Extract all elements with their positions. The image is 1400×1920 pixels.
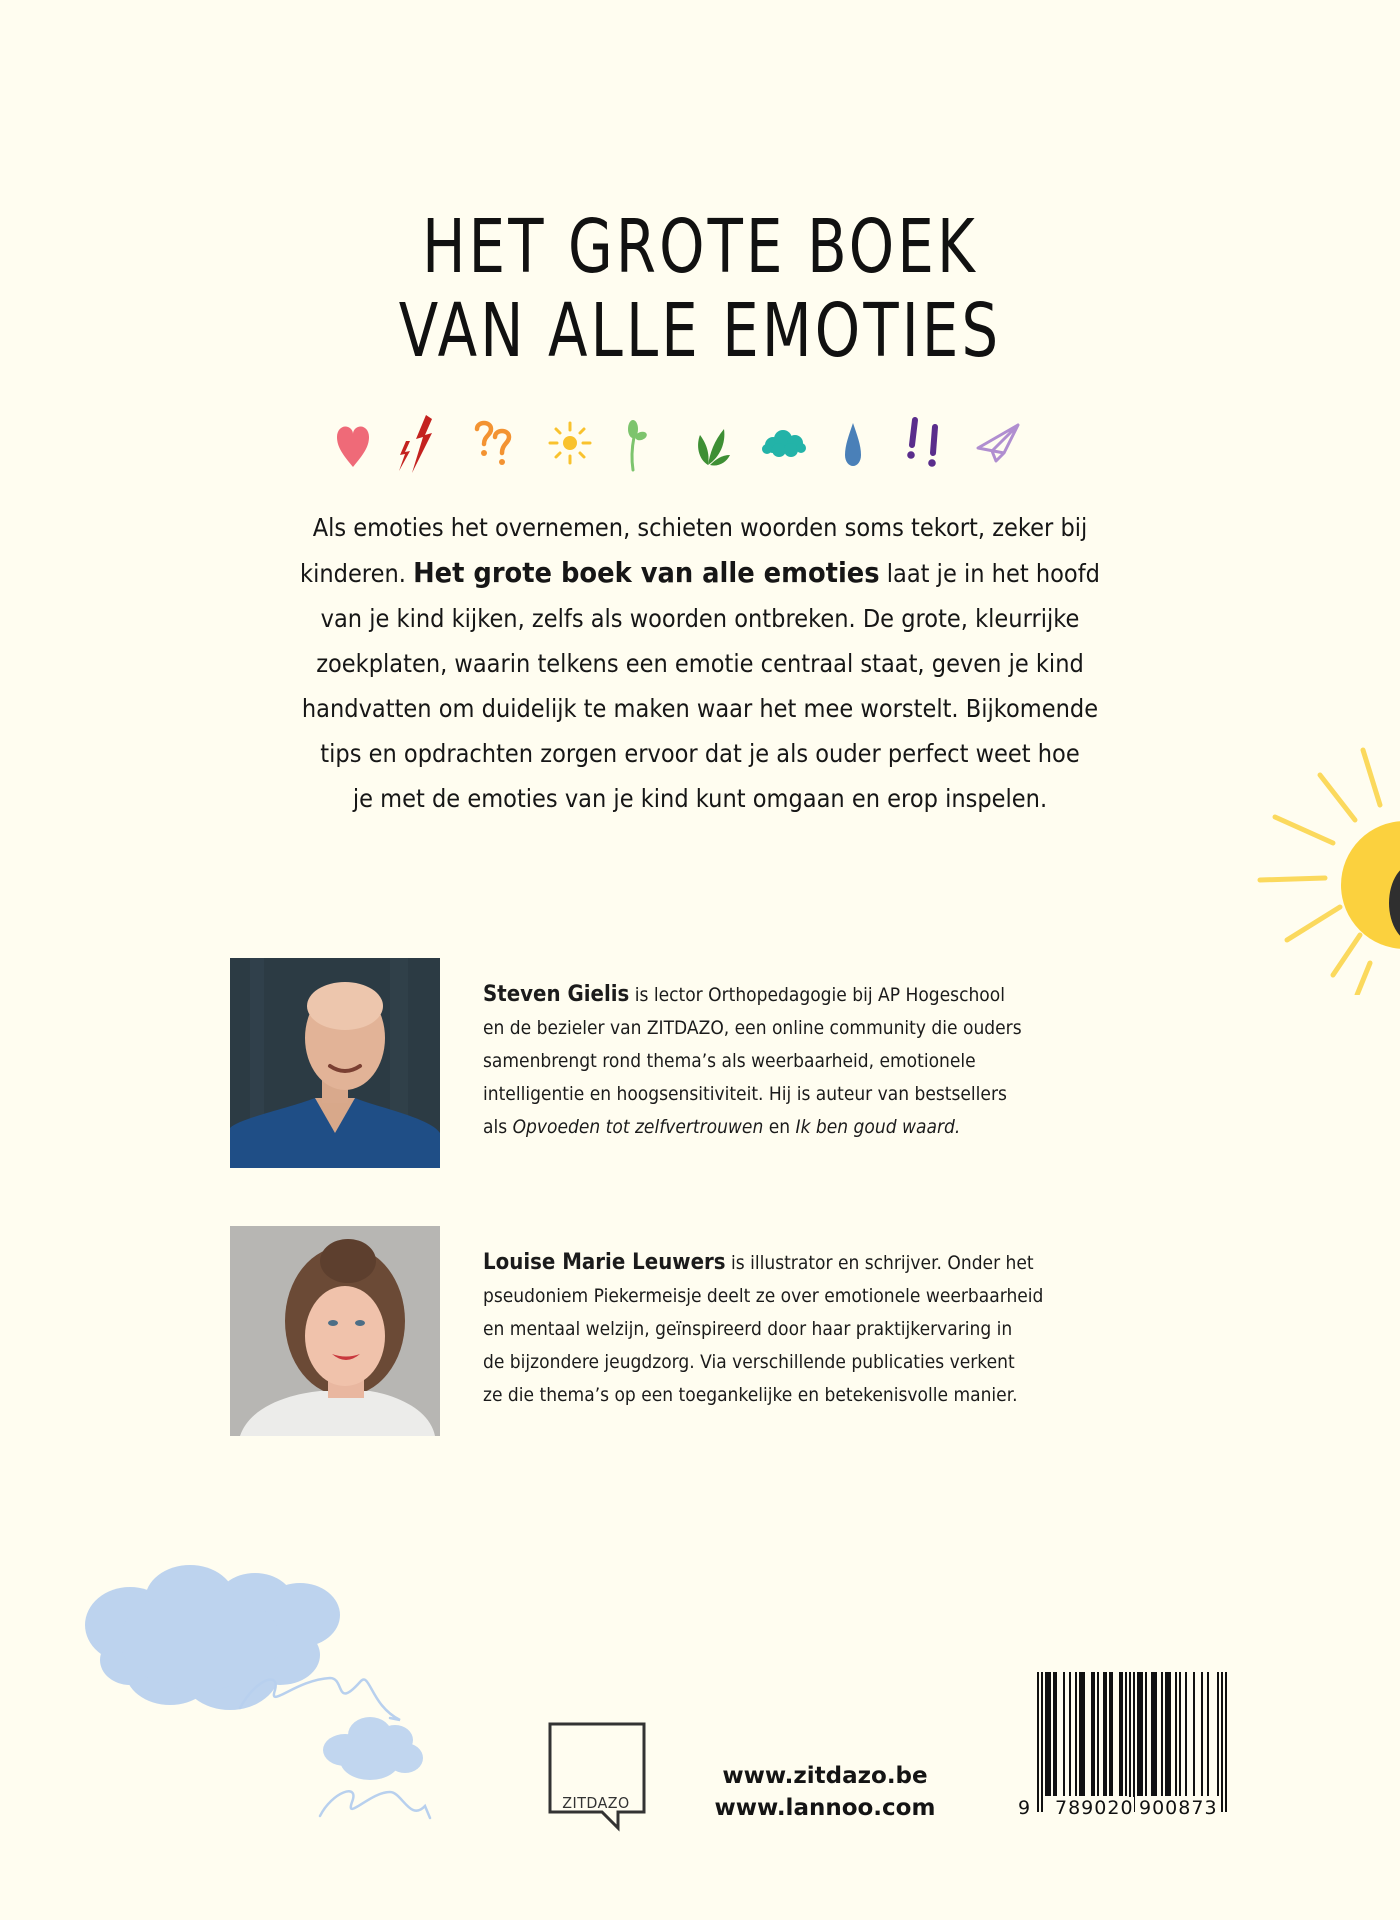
barcode-bar bbox=[1153, 1672, 1155, 1796]
barcode-bar bbox=[1141, 1672, 1143, 1796]
barcode-bar bbox=[1193, 1672, 1195, 1796]
blurb-book-title: Het grote boek van alle emoties bbox=[413, 556, 880, 589]
bio-text: de bijzondere jeugdzorg. Via verschillende publicaties verkent bbox=[483, 1351, 1015, 1373]
author-photo-louise-marie-leuwers bbox=[230, 1226, 440, 1436]
blurb-line: tips en opdrachten zorgen ervoor dat je als ouder perfect weet hoe bbox=[320, 739, 1080, 768]
bio-text: is illustrator en schrijver. Onder het bbox=[731, 1252, 1034, 1274]
blurb-text: laat je in het hoofd bbox=[886, 559, 1100, 588]
blurb-line: je met de emoties van je kind kunt omgaan en erop inspelen. bbox=[352, 784, 1048, 813]
barcode-bar bbox=[1111, 1672, 1113, 1796]
isbn-digits-left: 789020 bbox=[1055, 1797, 1134, 1819]
book-title-line-1: HET GROTE BOEK bbox=[422, 204, 978, 290]
bio-text: en de bezieler van ZITDAZO, een online community die ouders bbox=[483, 1017, 1022, 1039]
heart-icon bbox=[323, 415, 383, 475]
zitdazo-logo-text: ZITDAZO bbox=[562, 1794, 630, 1812]
zitdazo-url[interactable]: www.zitdazo.be bbox=[722, 1763, 928, 1789]
barcode-bar bbox=[1175, 1672, 1177, 1796]
barcode-bar bbox=[1125, 1672, 1127, 1796]
barcode-bar bbox=[1053, 1672, 1055, 1796]
barcode-bar bbox=[1121, 1672, 1123, 1796]
sprout-icon bbox=[603, 415, 663, 475]
blurb-line bbox=[240, 550, 1160, 596]
barcode-bar bbox=[1137, 1672, 1139, 1796]
barcode-bar bbox=[1119, 1672, 1121, 1796]
barcode-bar bbox=[1063, 1672, 1065, 1796]
author-portrait-image bbox=[230, 1226, 440, 1436]
barcode-bar bbox=[1207, 1672, 1209, 1796]
barcode-bar bbox=[1221, 1672, 1223, 1812]
barcode-bar bbox=[1091, 1672, 1093, 1796]
barcode-bar bbox=[1151, 1672, 1153, 1796]
isbn-barcode bbox=[1018, 1668, 1238, 1818]
barcode-bar bbox=[1079, 1672, 1081, 1796]
clouds-illustration bbox=[70, 1560, 500, 1850]
book-blurb bbox=[240, 505, 1160, 821]
sun-illustration bbox=[1245, 735, 1400, 995]
bio-text: intelligentie en hoogsensitiviteit. Hij is auteur van bestsellers bbox=[483, 1083, 1007, 1105]
blurb-line: van je kind kijken, zelfs als woorden ontbreken. De grote, kleurrijke bbox=[320, 604, 1080, 633]
bio-text: samenbrengt rond thema’s als weerbaarheid, emotionele bbox=[483, 1050, 976, 1072]
author-name: Steven Gielis bbox=[483, 982, 630, 1007]
barcode-bar bbox=[1047, 1672, 1049, 1796]
lannoo-url[interactable]: www.lannoo.com bbox=[714, 1795, 936, 1821]
barcode-bar bbox=[1069, 1672, 1071, 1796]
barcode-bar bbox=[1179, 1672, 1181, 1796]
website-links bbox=[700, 1760, 950, 1824]
author-name: Louise Marie Leuwers bbox=[483, 1250, 726, 1275]
blurb-line: handvatten om duidelijk te maken waar het mee worstelt. Bijkomende bbox=[301, 694, 1099, 723]
barcode-bar bbox=[1103, 1672, 1105, 1796]
lightning-bolts-icon bbox=[390, 415, 450, 475]
isbn-digit-lead: 9 bbox=[1018, 1797, 1032, 1819]
exclamation-marks-icon bbox=[895, 415, 955, 475]
barcode-bar bbox=[1185, 1672, 1187, 1796]
barcode-bar bbox=[1201, 1672, 1203, 1796]
barcode-bar bbox=[1055, 1672, 1057, 1796]
barcode-bar bbox=[1075, 1672, 1077, 1796]
barcode-bar bbox=[1165, 1672, 1167, 1796]
barcode-bar bbox=[1169, 1672, 1171, 1796]
author-portrait-image bbox=[230, 958, 440, 1168]
barcode-bar bbox=[1217, 1672, 1219, 1796]
barcode-bar bbox=[1225, 1672, 1227, 1812]
barcode-bar bbox=[1037, 1672, 1039, 1812]
author-bio-steven-gielis bbox=[483, 978, 1095, 1144]
blurb-line: Als emoties het overnemen, schieten woorden soms tekort, zeker bij bbox=[312, 513, 1088, 542]
blurb-line: zoekplaten, waarin telkens een emotie centraal staat, geven je kind bbox=[316, 649, 1084, 678]
bio-text: als bbox=[483, 1116, 508, 1138]
question-marks-icon bbox=[465, 415, 525, 475]
barcode-bar bbox=[1155, 1672, 1157, 1796]
author-photo-steven-gielis bbox=[230, 958, 440, 1168]
cloud-icon bbox=[755, 415, 815, 475]
barcode-bar bbox=[1049, 1672, 1051, 1796]
paper-plane-icon bbox=[968, 415, 1028, 475]
water-drop-icon bbox=[823, 415, 883, 475]
bio-text: is lector Orthopedagogie bij AP Hogeschool bbox=[634, 984, 1005, 1006]
author-bio-louise-marie-leuwers bbox=[483, 1246, 1095, 1412]
barcode-bar bbox=[1145, 1672, 1147, 1796]
barcode-bar bbox=[1161, 1672, 1163, 1796]
bio-text: en mentaal welzijn, geïnspireerd door haar praktijkervaring in bbox=[483, 1318, 1013, 1340]
book-title bbox=[154, 205, 1246, 373]
bio-text: en bbox=[768, 1116, 791, 1138]
isbn-digits-right: 900873 bbox=[1139, 1797, 1218, 1819]
barcode-bar bbox=[1093, 1672, 1095, 1796]
barcode-bar bbox=[1041, 1672, 1043, 1812]
barcode-bar bbox=[1129, 1672, 1131, 1812]
barcode-bar bbox=[1045, 1672, 1047, 1796]
barcode-bar bbox=[1097, 1672, 1099, 1796]
book-title-reference: Opvoeden tot zelfvertrouwen bbox=[512, 1116, 764, 1138]
barcode-bar bbox=[1133, 1672, 1135, 1812]
barcode-bar bbox=[1109, 1672, 1111, 1796]
zitdazo-logo bbox=[548, 1722, 648, 1832]
sun-icon bbox=[540, 415, 600, 475]
barcode-bar bbox=[1139, 1672, 1141, 1796]
emotion-icons-row bbox=[0, 415, 1400, 475]
book-title-reference: Ik ben goud waard. bbox=[795, 1116, 961, 1138]
book-title-line-2: VAN ALLE EMOTIES bbox=[398, 288, 1002, 374]
barcode-bar bbox=[1167, 1672, 1169, 1796]
barcode-bar bbox=[1081, 1672, 1083, 1796]
barcode-bar bbox=[1083, 1672, 1085, 1796]
barcode-bar bbox=[1105, 1672, 1107, 1796]
bio-text: ze die thema’s op een toegankelijke en betekenisvolle manier. bbox=[483, 1384, 1018, 1406]
bio-text: pseudoniem Piekermeisje deelt ze over emotionele weerbaarheid bbox=[483, 1285, 1044, 1307]
leaves-icon bbox=[680, 415, 740, 475]
blurb-text: kinderen. bbox=[300, 559, 406, 588]
